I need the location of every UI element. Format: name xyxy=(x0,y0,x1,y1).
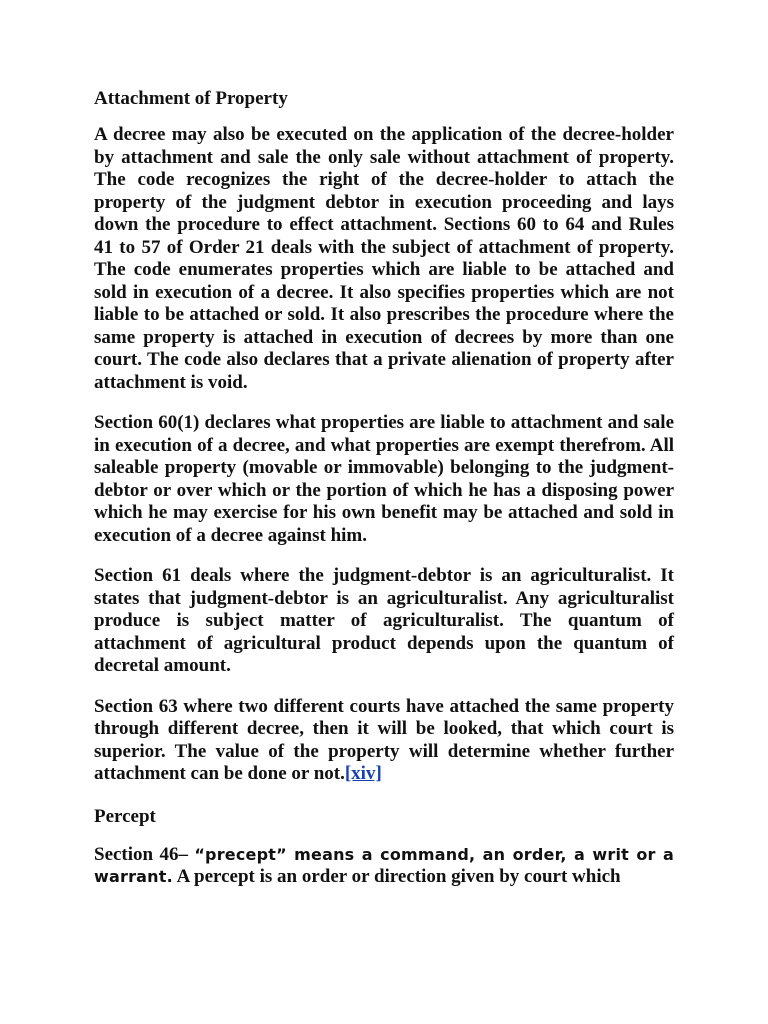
section-46-prefix: Section 46– xyxy=(94,843,195,865)
section-heading-attachment: Attachment of Property xyxy=(94,88,288,109)
section-46-rest: A percept is an order or direction given by court which xyxy=(172,866,621,887)
section-46-definition: “precept” means a command, an order, a writ or a warrant. xyxy=(94,844,675,886)
document-body xyxy=(94,86,674,907)
paragraph-section-63 xyxy=(94,696,674,786)
paragraph-section-60: Section 60(1) declares what properties are liable to attachment and sale in execution of a decree, and what properties are exempt therefrom. All saleable property (movable or immovable) belonging to the judgment-debtor or over which or the portion of which he has a disposing power which he may exercise for his own benefit may be attached and sold in execution of a decree against him. xyxy=(94,412,674,546)
footnote-link-xiv[interactable]: [xiv] xyxy=(344,763,382,784)
paragraph-section-61: Section 61 deals where the judgment-debtor is an agriculturalist. It states that judgment-debtor is an agriculturalist. Any agriculturalist produce is subject matter of agriculturalist. The quantum of attachment of agricultural product depends upon the quantum of decretal amount. xyxy=(94,565,674,676)
paragraph-attachment-intro: A decree may also be executed on the application of the decree-holder by attachment and sale the only sale without attachment of property. The code recognizes the right of the decree-holder to attach the property of the judgment debtor in execution proceeding and lays down the procedure to effect attachment. Sections 60 to 64 and Rules 41 to 57 of Order 21 deals with the subject of attachment of property. The code enumerates properties which are liable to be attached and sold in execution of a decree. It also specifies properties which are not liable to be attached or sold. It also prescribes the procedure where the same property is attached in execution of decrees by more than one court. The code also declares that a private alienation of property after attachment is void. xyxy=(94,124,674,393)
section-63-text: Section 63 where two different courts have attached the same property through different decree, then it will be looked, that which court is superior. The value of the property will determine whether further attachment can be done or not. xyxy=(94,695,674,784)
section-heading-percept: Percept xyxy=(94,805,156,827)
paragraph-section-46 xyxy=(94,844,674,889)
